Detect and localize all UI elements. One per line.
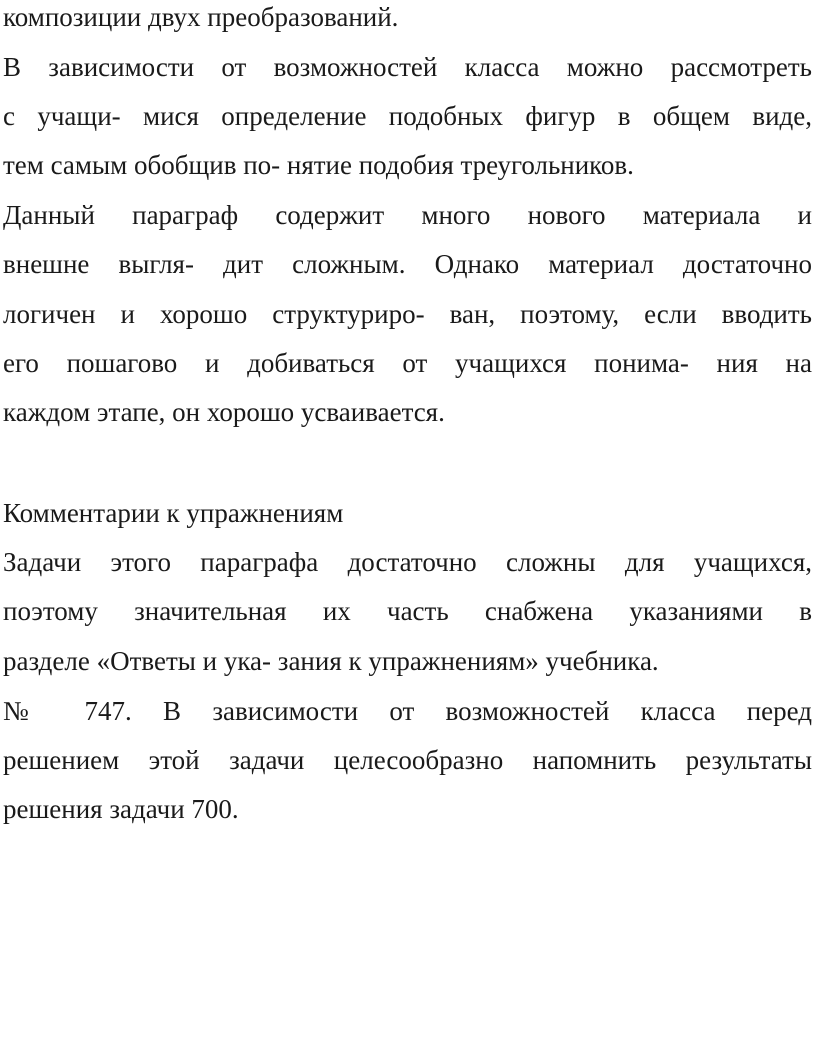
text-line: В зависимости от возможностей класса можно рассмотреть — [3, 52, 812, 82]
text-line: его пошагово и добиваться от учащихся понима- ния на — [3, 348, 812, 378]
text-line: Данный параграф содержит много нового материала и — [3, 200, 812, 230]
text-line: композиции двух преобразований. — [3, 2, 399, 32]
text-line: Задачи этого параграфа достаточно сложны для учащихся, — [3, 547, 812, 577]
text-line: каждом этапе, он хорошо усваивается. — [3, 397, 445, 427]
text-line: с учащи- мися определение подобных фигур в общем виде, — [3, 101, 812, 131]
text-line: поэтому значительная их часть снабжена указаниями в — [3, 596, 812, 626]
text-line: решения задачи 700. — [3, 794, 239, 824]
text-line: разделе «Ответы и ука- зания к упражнениям» учебника. — [3, 646, 659, 676]
text-line: внешне выгля- дит сложным. Однако материал достаточно — [3, 249, 812, 279]
text-line: тем самым обобщив по- нятие подобия треугольников. — [3, 150, 634, 180]
text-line: решением этой задачи целесообразно напомнить результаты — [3, 745, 812, 775]
text-line: логичен и хорошо структуриро- ван, поэтому, если вводить — [3, 299, 812, 329]
text-line: № 747. В зависимости от возможностей класса перед — [3, 696, 812, 726]
section-heading: Комментарии к упражнениям — [3, 498, 344, 528]
